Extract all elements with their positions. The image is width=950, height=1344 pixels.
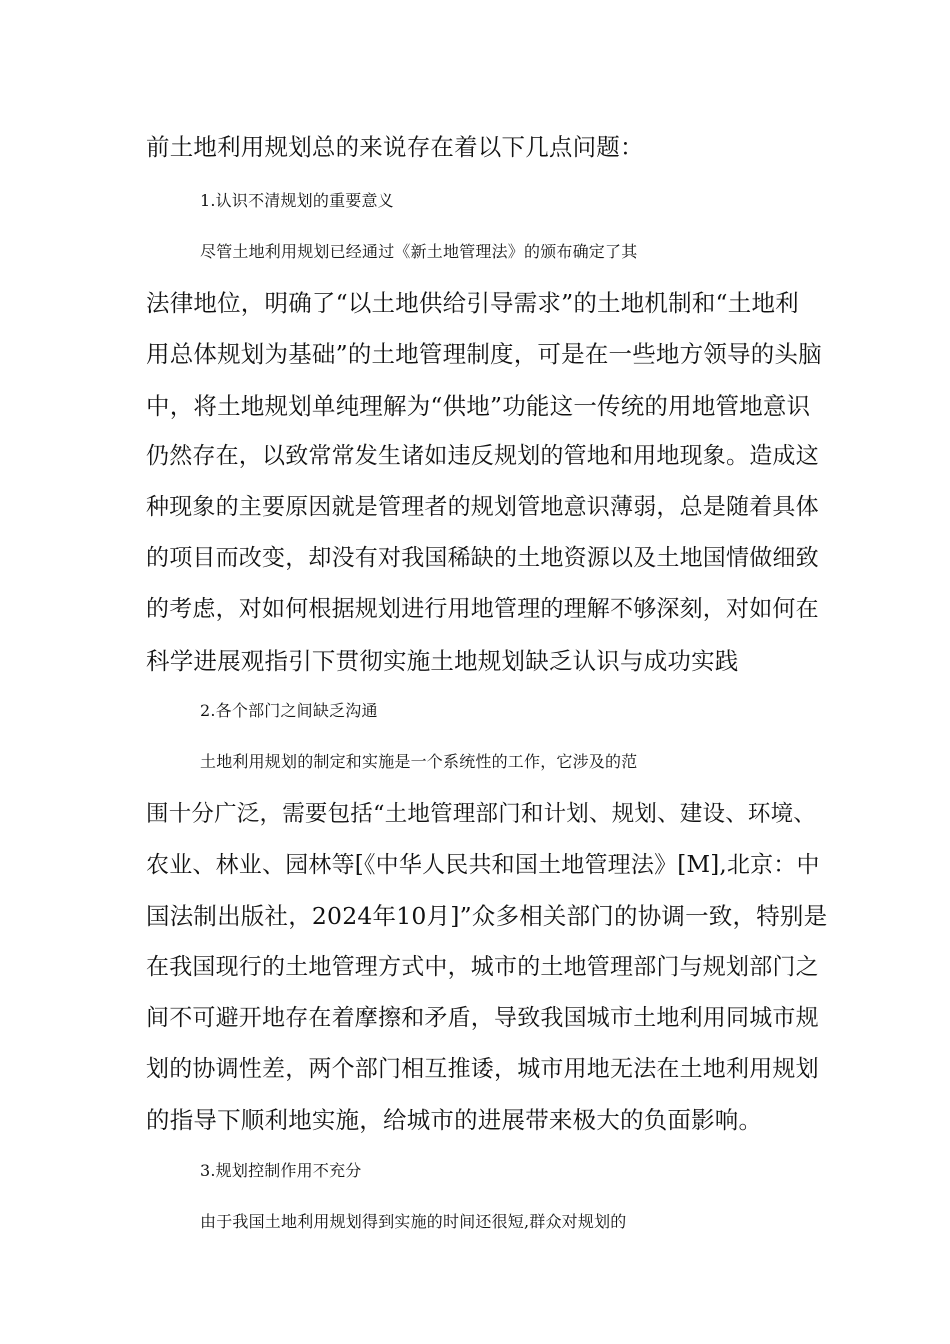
paragraph-line: 由于我国土地利用规划得到实施的时间还很短,群众对规划的 (200, 1212, 627, 1231)
paragraph-line: 间不可避开地存在着摩擦和矛盾，导致我国城市土地利用同城市规 (146, 1005, 819, 1031)
paragraph-line: 的指导下顺利地实施，给城市的进展带来极大的负面影响。 (146, 1106, 763, 1134)
paragraph-line: 划的协调性差，两个部门相互推诿，城市用地无法在土地利用规划 (146, 1056, 819, 1082)
paragraph-line: 的考虑，对如何根据规划进行用地管理的理解不够深刻，对如何在 (146, 596, 819, 622)
paragraph-line: 农业、林业、园林等[《中华人民共和国土地管理法》[M],北京：中 (146, 852, 820, 878)
section-heading-3: 3.规划控制作用不充分 (200, 1161, 362, 1180)
section-heading-2: 2.各个部门之间缺乏沟通 (200, 701, 378, 720)
paragraph-line: 国法制出版社，2024年10月]”众多相关部门的协调一致，特别是 (146, 902, 828, 930)
paragraph-line: 土地利用规划的制定和实施是一个系统性的工作，它涉及的范 (200, 752, 638, 771)
section-heading-1: 1.认识不清规划的重要意义 (200, 191, 394, 210)
paragraph-line: 围十分广泛，需要包括“土地管理部门和计划、规划、建设、环境、 (146, 801, 817, 827)
paragraph-line: 前土地利用规划总的来说存在着以下几点问题： (146, 133, 644, 161)
paragraph-line: 仍然存在，以致常常发生诸如违反规划的管地和用地现象。造成这 (146, 443, 819, 469)
paragraph-line: 的项目而改变，却没有对我国稀缺的土地资源以及土地国情做细致 (146, 545, 819, 571)
paragraph-line: 中，将土地规划单纯理解为“供地”功能这一传统的用地管地意识 (146, 392, 811, 420)
paragraph-line: 用总体规划为基础”的土地管理制度，可是在一些地方领导的头脑 (146, 340, 822, 368)
paragraph-line: 种现象的主要原因就是管理者的规划管地意识薄弱，总是随着具体 (146, 494, 819, 520)
paragraph-line: 科学进展观指引下贯彻实施土地规划缺乏认识与成功实践 (146, 647, 739, 675)
paragraph-line: 尽管土地利用规划已经通过《新土地管理法》的颁布确定了其 (200, 242, 638, 261)
paragraph-line: 在我国现行的土地管理方式中，城市的土地管理部门与规划部门之 (146, 954, 819, 980)
paragraph-line: 法律地位，明确了“以土地供给引导需求”的土地机制和“土地利 (146, 289, 799, 317)
